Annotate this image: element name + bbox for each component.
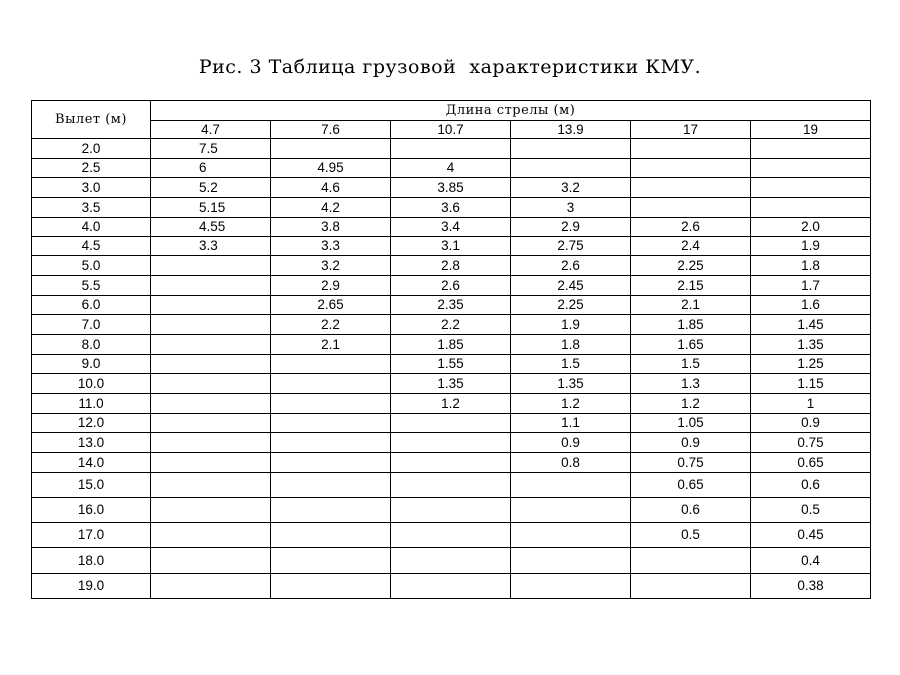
load-value-cell: 0.75 (751, 433, 871, 453)
boom-length-col-header: 19 (751, 121, 871, 139)
load-value-cell: 4.2 (271, 198, 391, 218)
table-row (32, 296, 871, 315)
load-value-cell (271, 394, 391, 414)
load-value-cell (751, 198, 871, 218)
load-value-cell (271, 355, 391, 374)
load-value-cell (151, 433, 271, 453)
reach-cell: 16.0 (32, 498, 151, 523)
table-row (32, 394, 871, 414)
load-value-cell: 3.2 (271, 256, 391, 276)
load-value-cell: 0.5 (751, 498, 871, 523)
reach-cell: 9.0 (32, 355, 151, 374)
load-value-cell (271, 374, 391, 394)
table-row (32, 256, 871, 276)
load-value-cell: 0.65 (631, 473, 751, 498)
load-value-cell: 2.0 (751, 218, 871, 237)
load-value-cell (511, 139, 631, 159)
load-value-cell: 1.5 (631, 355, 751, 374)
load-value-cell: 0.75 (631, 453, 751, 473)
load-value-cell: 1.45 (751, 315, 871, 335)
load-value-cell: 1.65 (631, 335, 751, 355)
table-row (32, 414, 871, 433)
load-value-cell (151, 574, 271, 599)
load-value-cell: 0.5 (631, 523, 751, 548)
load-value-cell: 2.9 (511, 218, 631, 237)
load-value-cell: 1.2 (631, 394, 751, 414)
load-value-cell: 3.3 (271, 237, 391, 256)
load-value-cell (511, 159, 631, 178)
boom-length-col-header: 17 (631, 121, 751, 139)
load-value-cell: 5.2 (151, 178, 271, 198)
load-value-cell: 1.2 (511, 394, 631, 414)
load-value-cell: 1.7 (751, 276, 871, 296)
load-value-cell: 1.9 (511, 315, 631, 335)
load-value-cell (751, 159, 871, 178)
load-value-cell (631, 198, 751, 218)
load-value-cell (391, 453, 511, 473)
load-value-cell: 2.6 (391, 276, 511, 296)
load-value-cell: 1.25 (751, 355, 871, 374)
load-value-cell: 1.55 (391, 355, 511, 374)
load-value-cell: 1.6 (751, 296, 871, 315)
load-value-cell (271, 498, 391, 523)
load-value-cell (391, 574, 511, 599)
load-value-cell (391, 548, 511, 574)
load-value-cell: 1.8 (751, 256, 871, 276)
load-value-cell: 2.1 (631, 296, 751, 315)
table-row (32, 139, 871, 159)
load-value-cell: 1.15 (751, 374, 871, 394)
load-value-cell: 1.35 (391, 374, 511, 394)
load-value-cell (631, 159, 751, 178)
reach-cell: 13.0 (32, 433, 151, 453)
load-value-cell (151, 256, 271, 276)
load-value-cell: 2.6 (631, 218, 751, 237)
load-value-cell: 3.3 (151, 237, 271, 256)
load-value-cell: 0.6 (751, 473, 871, 498)
reach-cell: 5.5 (32, 276, 151, 296)
reach-cell: 7.0 (32, 315, 151, 335)
table-row (32, 355, 871, 374)
reach-header: Вылет (м) (32, 101, 151, 139)
load-value-cell (151, 276, 271, 296)
table-row (32, 198, 871, 218)
load-value-cell (391, 414, 511, 433)
load-value-cell: 5.15 (151, 198, 271, 218)
load-value-cell: 1.5 (511, 355, 631, 374)
table-row (32, 218, 871, 237)
load-chart-table (31, 100, 871, 599)
reach-cell: 3.0 (32, 178, 151, 198)
load-value-cell (271, 414, 391, 433)
load-value-cell (511, 498, 631, 523)
reach-cell: 4.5 (32, 237, 151, 256)
load-value-cell (151, 473, 271, 498)
load-value-cell: 2.8 (391, 256, 511, 276)
load-value-cell: 2.75 (511, 237, 631, 256)
load-value-cell: 0.38 (751, 574, 871, 599)
load-value-cell: 2.25 (511, 296, 631, 315)
load-value-cell: 1.05 (631, 414, 751, 433)
table-row (32, 574, 871, 599)
load-value-cell: 2.15 (631, 276, 751, 296)
load-value-cell (151, 498, 271, 523)
load-value-cell (391, 139, 511, 159)
table-row (32, 523, 871, 548)
load-value-cell (511, 523, 631, 548)
load-value-cell (271, 574, 391, 599)
load-value-cell: 2.6 (511, 256, 631, 276)
load-value-cell (151, 523, 271, 548)
load-value-cell: 3.85 (391, 178, 511, 198)
load-value-cell (271, 433, 391, 453)
load-value-cell (271, 453, 391, 473)
boom-length-col-header: 13.9 (511, 121, 631, 139)
load-value-cell: 0.9 (631, 433, 751, 453)
load-value-cell: 0.9 (751, 414, 871, 433)
load-value-cell: 1.9 (751, 237, 871, 256)
load-value-cell (751, 139, 871, 159)
table-row (32, 473, 871, 498)
load-value-cell (391, 523, 511, 548)
reach-cell: 3.5 (32, 198, 151, 218)
load-value-cell: 0.9 (511, 433, 631, 453)
load-value-cell (511, 548, 631, 574)
table-row (32, 498, 871, 523)
table-row (32, 453, 871, 473)
load-value-cell (151, 335, 271, 355)
load-value-cell: 4.6 (271, 178, 391, 198)
load-value-cell: 0.4 (751, 548, 871, 574)
load-value-cell: 2.2 (271, 315, 391, 335)
load-value-cell (511, 473, 631, 498)
load-value-cell: 1.85 (631, 315, 751, 335)
load-value-cell (271, 139, 391, 159)
load-value-cell (151, 453, 271, 473)
load-value-cell: 2.4 (631, 237, 751, 256)
load-value-cell (391, 473, 511, 498)
load-value-cell (631, 574, 751, 599)
table-row (32, 237, 871, 256)
load-value-cell: 0.65 (751, 453, 871, 473)
load-value-cell: 6 (151, 159, 271, 178)
load-value-cell (391, 433, 511, 453)
load-value-cell (631, 548, 751, 574)
reach-cell: 4.0 (32, 218, 151, 237)
load-value-cell: 1.8 (511, 335, 631, 355)
table-row (32, 276, 871, 296)
load-value-cell: 4 (391, 159, 511, 178)
boom-length-col-header: 7.6 (271, 121, 391, 139)
load-value-cell (151, 374, 271, 394)
load-value-cell: 0.45 (751, 523, 871, 548)
table-row (32, 335, 871, 355)
load-value-cell (271, 548, 391, 574)
load-value-cell: 1 (751, 394, 871, 414)
figure-title: Рис. 3 Таблица грузовой характеристики КМУ. (198, 56, 702, 78)
boom-length-col-header: 4.7 (151, 121, 271, 139)
load-value-cell: 2.35 (391, 296, 511, 315)
reach-cell: 14.0 (32, 453, 151, 473)
load-value-cell: 3.6 (391, 198, 511, 218)
table-row (32, 374, 871, 394)
load-value-cell (511, 574, 631, 599)
boom-length-col-header: 10.7 (391, 121, 511, 139)
load-value-cell (631, 178, 751, 198)
reach-cell: 12.0 (32, 414, 151, 433)
table-row (32, 315, 871, 335)
load-value-cell: 1.2 (391, 394, 511, 414)
load-value-cell (751, 178, 871, 198)
reach-cell: 19.0 (32, 574, 151, 599)
load-value-cell: 2.2 (391, 315, 511, 335)
load-value-cell: 2.25 (631, 256, 751, 276)
load-value-cell: 1.35 (751, 335, 871, 355)
reach-cell: 15.0 (32, 473, 151, 498)
table-row (32, 178, 871, 198)
load-value-cell: 0.6 (631, 498, 751, 523)
load-value-cell: 1.85 (391, 335, 511, 355)
load-value-cell: 7.5 (151, 139, 271, 159)
boom-length-header: Длина стрелы (м) (151, 101, 871, 121)
load-value-cell: 2.1 (271, 335, 391, 355)
load-value-cell (271, 523, 391, 548)
load-value-cell (391, 498, 511, 523)
load-value-cell: 2.9 (271, 276, 391, 296)
load-value-cell (271, 473, 391, 498)
table-row (32, 548, 871, 574)
reach-cell: 11.0 (32, 394, 151, 414)
load-value-cell (151, 394, 271, 414)
load-value-cell: 3 (511, 198, 631, 218)
load-value-cell: 2.45 (511, 276, 631, 296)
reach-cell: 2.5 (32, 159, 151, 178)
load-value-cell: 3.1 (391, 237, 511, 256)
load-value-cell: 4.95 (271, 159, 391, 178)
table-row (32, 159, 871, 178)
load-value-cell: 3.2 (511, 178, 631, 198)
load-value-cell: 4.55 (151, 218, 271, 237)
load-value-cell: 1.35 (511, 374, 631, 394)
load-value-cell (151, 315, 271, 335)
load-value-cell: 1.1 (511, 414, 631, 433)
load-value-cell (151, 355, 271, 374)
reach-cell: 18.0 (32, 548, 151, 574)
load-value-cell (151, 296, 271, 315)
reach-cell: 17.0 (32, 523, 151, 548)
load-value-cell: 2.65 (271, 296, 391, 315)
load-value-cell: 3.8 (271, 218, 391, 237)
load-value-cell: 3.4 (391, 218, 511, 237)
load-value-cell (631, 139, 751, 159)
load-value-cell (151, 548, 271, 574)
load-value-cell (151, 414, 271, 433)
table-row (32, 433, 871, 453)
reach-cell: 2.0 (32, 139, 151, 159)
load-value-cell: 0.8 (511, 453, 631, 473)
load-value-cell: 1.3 (631, 374, 751, 394)
reach-cell: 5.0 (32, 256, 151, 276)
reach-cell: 8.0 (32, 335, 151, 355)
reach-cell: 6.0 (32, 296, 151, 315)
reach-cell: 10.0 (32, 374, 151, 394)
